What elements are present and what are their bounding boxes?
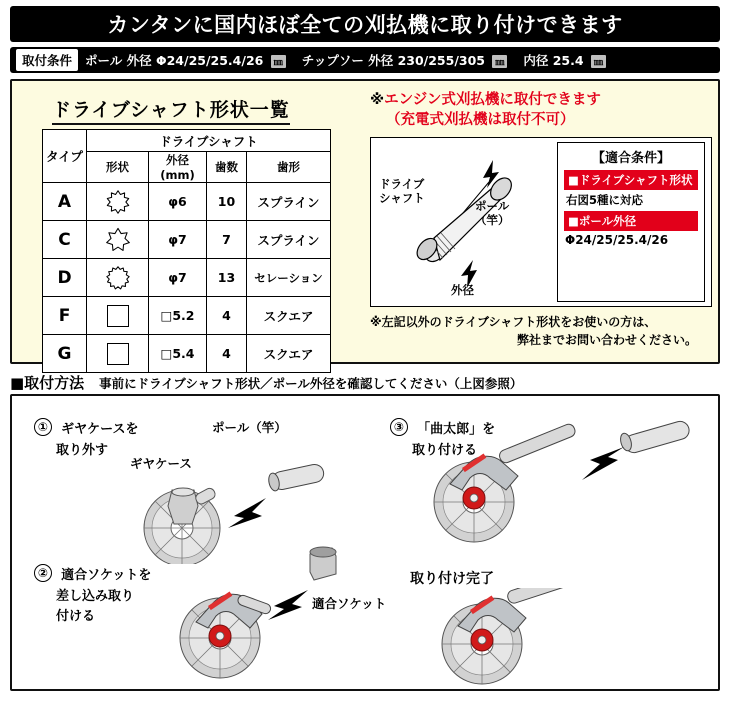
install-heading-row xyxy=(10,372,720,393)
step-3-illustration xyxy=(412,414,712,544)
label-pole: ポール （竿） xyxy=(475,199,510,227)
header-type: タイプ xyxy=(43,130,87,183)
footnote-line2: 弊社までお問い合わせください。 xyxy=(516,333,697,347)
table-subheader-row xyxy=(43,152,331,183)
row-type: D xyxy=(43,259,87,297)
header-group: ドライブシャフト xyxy=(87,130,331,152)
install-complete-illustration xyxy=(402,588,702,686)
shaft-footnote xyxy=(370,313,715,349)
gear-13-icon xyxy=(87,259,149,297)
condition-item-blade-label: チップソー 外径 xyxy=(301,53,394,68)
square-icon xyxy=(87,297,149,335)
row-type: A xyxy=(43,183,87,221)
step-2-text: 適合ソケットを 差し込み取り 付ける xyxy=(56,568,152,625)
header-form: 歯形 xyxy=(247,152,331,183)
shaft-table-title: ドライブシャフト形状一覧 xyxy=(52,95,290,125)
fit-conditions-title: 【適合条件】 xyxy=(591,151,670,166)
row-teeth: 10 xyxy=(207,183,247,221)
row-dia: □5.2 xyxy=(149,297,207,335)
condition-item-pole-unit: ㎜ xyxy=(271,55,286,68)
row-type: F xyxy=(43,297,87,335)
page-title: カンタンに国内ほぼ全ての刈払機に取り付けできます xyxy=(10,6,720,42)
notice-line1: エンジン式刈払機に取付できます xyxy=(384,92,601,108)
square-icon xyxy=(87,335,149,373)
condition-item-blade-unit: ㎜ xyxy=(492,55,507,68)
table-row xyxy=(43,183,331,221)
step-1-number: ① xyxy=(34,418,52,436)
spec-panel xyxy=(10,79,720,364)
fit-conditions-box xyxy=(557,142,705,302)
label-outer-dia: 外径 xyxy=(451,283,474,297)
row-form: セレーション xyxy=(247,259,331,297)
gear-10-icon xyxy=(87,183,149,221)
row-form: スクエア xyxy=(247,335,331,373)
table-row xyxy=(43,221,331,259)
step-1-text: ギヤケースを 取り外す xyxy=(56,422,139,458)
row-type: C xyxy=(43,221,87,259)
label-drive-shaft: ドライブ シャフト xyxy=(379,177,425,205)
table-header-row xyxy=(43,130,331,152)
row-type: G xyxy=(43,335,87,373)
condition-tag: 取付条件 xyxy=(16,49,78,71)
row-teeth: 4 xyxy=(207,335,247,373)
row-dia: φ6 xyxy=(149,183,207,221)
condition-item-pole xyxy=(85,51,286,69)
install-done-label: 取り付け完了 xyxy=(410,571,494,587)
install-subheading: 事前にドライブシャフト形状／ポール外径を確認してください（上図参照） xyxy=(99,376,523,391)
fit-item1-sub: 右図5種に対応 xyxy=(566,193,644,207)
condition-item-blade xyxy=(302,51,508,69)
header-dia: 外径(mm) xyxy=(149,152,207,183)
label-pole-part: ポール（竿） xyxy=(212,420,287,435)
step-2-illustration xyxy=(142,534,362,684)
row-form: スクエア xyxy=(247,297,331,335)
table-row xyxy=(43,335,331,373)
install-step-1 xyxy=(34,418,164,459)
step-2-number: ② xyxy=(34,564,52,582)
condition-item-pole-value: Φ24/25/25.4/26 xyxy=(155,53,264,68)
shaft-table xyxy=(42,129,331,373)
fit-item1-bar: ■ドライブシャフト形状 xyxy=(564,170,698,190)
fit-item2-value: Φ24/25/25.4/26 xyxy=(565,233,669,247)
footnote-line1: ※左記以外のドライブシャフト形状をお使いの方は、 xyxy=(370,315,657,329)
shaft-diagram xyxy=(370,137,712,307)
row-form: スプライン xyxy=(247,183,331,221)
install-heading: ■取付方法 xyxy=(10,374,85,392)
table-row xyxy=(43,297,331,335)
row-dia: □5.4 xyxy=(149,335,207,373)
condition-item-blade-value: 230/255/305 xyxy=(397,53,485,68)
row-teeth: 4 xyxy=(207,297,247,335)
condition-item-bore-unit: ㎜ xyxy=(591,55,606,68)
condition-bar xyxy=(10,47,720,73)
step-3-text: 「曲太郎」を 取り付ける xyxy=(412,422,496,458)
label-socket: 適合ソケット xyxy=(312,596,387,611)
install-panel xyxy=(10,394,720,691)
row-teeth: 7 xyxy=(207,221,247,259)
condition-item-pole-label: ポール 外径 xyxy=(85,53,152,68)
step-3-number: ③ xyxy=(390,418,408,436)
condition-item-bore-value: 25.4 xyxy=(552,53,584,68)
row-dia: φ7 xyxy=(149,221,207,259)
header-teeth: 歯数 xyxy=(207,152,247,183)
row-teeth: 13 xyxy=(207,259,247,297)
condition-item-bore-label: 内径 xyxy=(523,53,549,68)
fit-item2-bar: ■ポール外径 xyxy=(564,211,698,231)
header-shape: 形状 xyxy=(87,152,149,183)
row-dia: φ7 xyxy=(149,259,207,297)
notice-line2: （充電式刈払機は取付不可） xyxy=(386,111,575,128)
notice-prefix: ※ xyxy=(370,92,385,108)
condition-item-bore xyxy=(523,51,606,69)
table-row xyxy=(43,259,331,297)
label-gearcase: ギヤケース xyxy=(130,456,192,471)
engine-type-notice xyxy=(370,91,712,130)
row-form: スプライン xyxy=(247,221,331,259)
gear-7-icon xyxy=(87,221,149,259)
